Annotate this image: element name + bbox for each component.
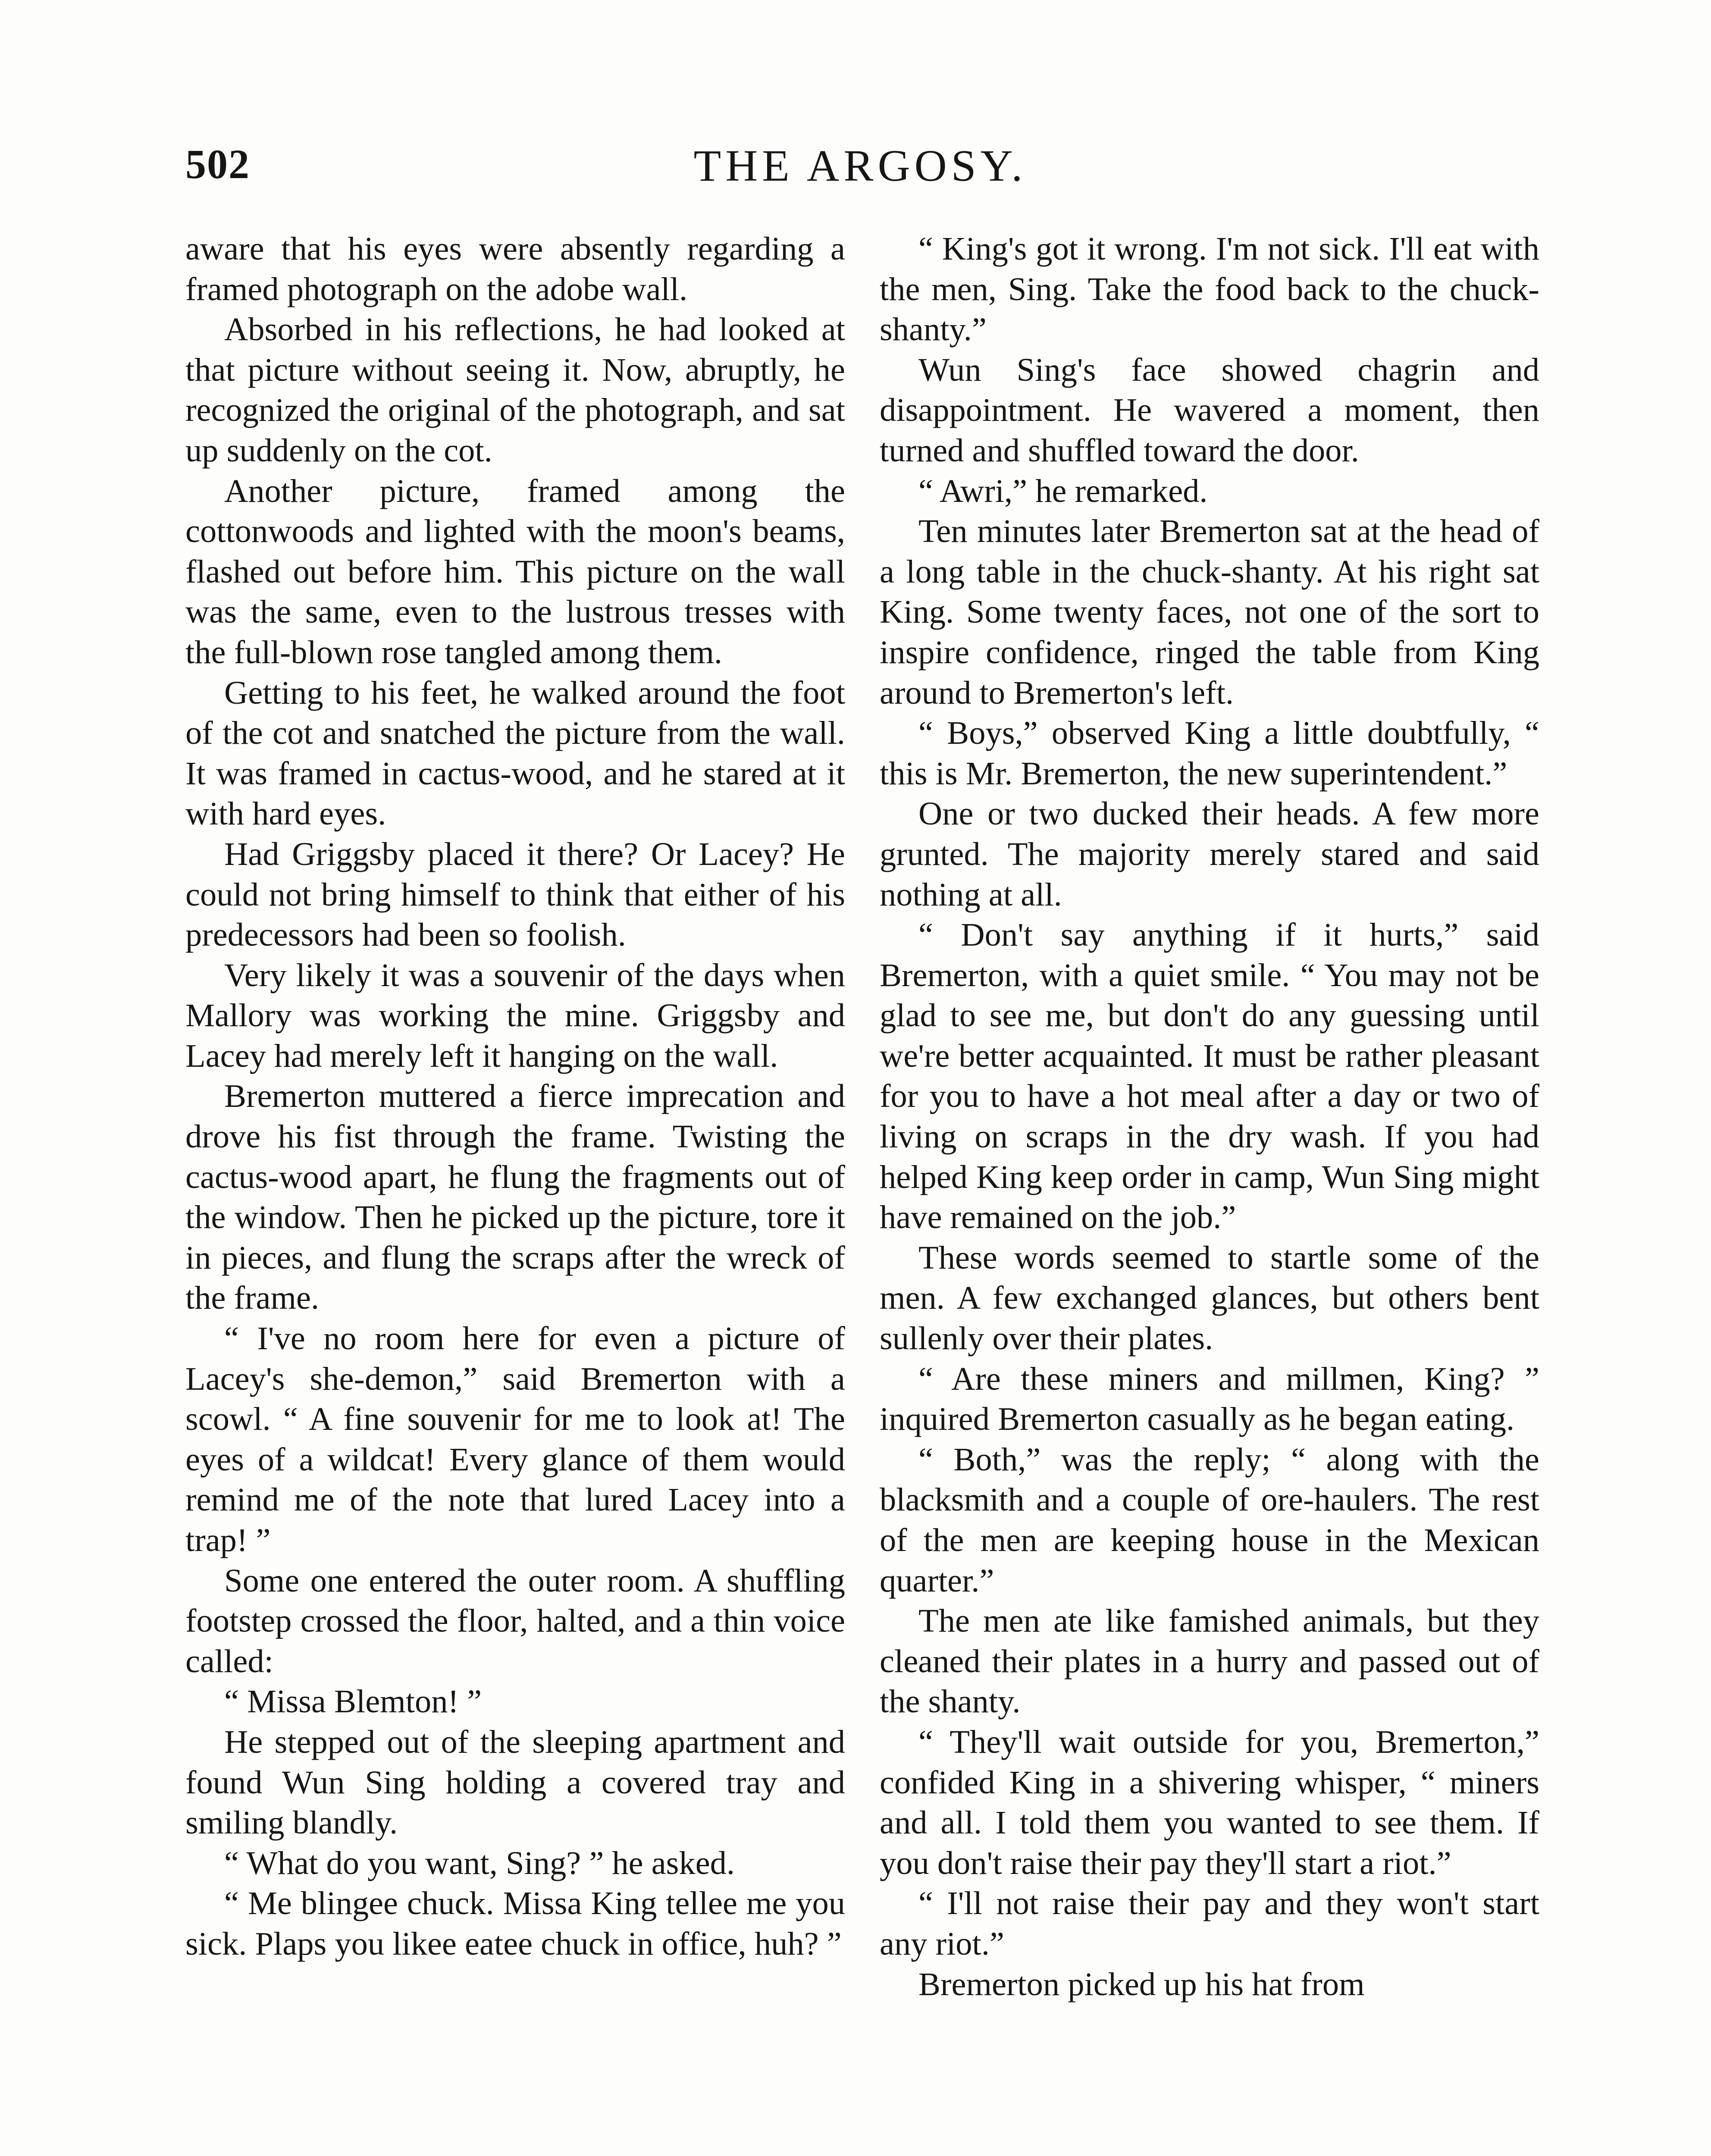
paragraph: “ They'll wait outside for you, Bremerton,” confided King in a shivering whisper, “ miners and all. I told them you wanted to see them. If you don't raise their pay they'll start a riot.” — [880, 1723, 1539, 1881]
paragraph: One or two ducked their heads. A few more grunted. The majority merely stared and said nothing at all. — [880, 795, 1539, 913]
paragraph: Bremerton picked up his hat from — [918, 1965, 1365, 2002]
paragraph: aware that his eyes were absently regarding a framed photograph on the adobe wall. — [185, 230, 845, 307]
page-number: 502 — [185, 141, 250, 187]
left-column — [185, 229, 845, 1964]
paragraph: “ King's got it wrong. I'm not sick. I'll eat with the men, Sing. Take the food back to the chuck-shanty.” — [880, 230, 1539, 348]
paragraph: “ Are these miners and millmen, King? ” inquired Bremerton casually as he began eating. — [880, 1360, 1539, 1438]
paragraph: Absorbed in his reflections, he had looked at that picture without seeing it. Now, abruptly, he recognized the original of the photograph, and sat up suddenly on the cot. — [185, 311, 845, 469]
paragraph: Some one entered the outer room. A shuffling footstep crossed the floor, halted, and a thin voice called: — [185, 1562, 845, 1680]
paragraph: “ Awri,” he remarked. — [918, 472, 1208, 509]
running-title: THE ARGOSY. — [693, 141, 1027, 191]
paragraph: Another picture, framed among the cottonwoods and lighted with the moon's beams, flashed out before him. This picture on the wall was the same, even to the lustrous tresses with the full-blown rose tangled among them. — [185, 472, 845, 671]
paragraph: He stepped out of the sleeping apartment and found Wun Sing holding a covered tray and smiling blandly. — [185, 1723, 845, 1841]
right-column — [880, 229, 1539, 2004]
paragraph: Wun Sing's face showed chagrin and disappointment. He wavered a moment, then turned and shuffled toward the door. — [880, 351, 1539, 469]
paragraph: “ Missa Blemton! ” — [224, 1683, 482, 1720]
paragraph: “ Me blingee chuck. Missa King tellee me you sick. Plaps you likee eatee chuck in office, huh? ” — [185, 1885, 845, 1962]
paragraph: Ten minutes later Bremerton sat at the head of a long table in the chuck-shanty. At his right sat King. Some twenty faces, not one of the sort to inspire confidence, ringed the table from King around to Bremerton's left. — [880, 513, 1539, 711]
paragraph: The men ate like famished animals, but they cleaned their plates in a hurry and passed out of the shanty. — [880, 1602, 1539, 1720]
paragraph: “ I'll not raise their pay and they won't start any riot.” — [880, 1885, 1539, 1962]
paragraph: “ Both,” was the reply; “ along with the blacksmith and a couple of ore-haulers. The rest of the men are keeping house in the Mexican quarter.” — [880, 1441, 1539, 1599]
paragraph: “ What do you want, Sing? ” he asked. — [224, 1844, 735, 1881]
paragraph: “ I've no room here for even a picture of Lacey's she-demon,” said Bremerton with a scowl. “ A fine souvenir for me to look at! The eyes of a wildcat! Every glance of them would remind me of the note that lured Lacey into a trap! ” — [185, 1320, 845, 1558]
paragraph: Very likely it was a souvenir of the days when Mallory was working the mine. Griggsby and Lacey had merely left it hanging on the wall. — [185, 956, 845, 1074]
paragraph: These words seemed to startle some of the men. A few exchanged glances, but others bent sullenly over their plates. — [880, 1239, 1539, 1357]
page-header — [185, 140, 1535, 201]
paragraph: Bremerton muttered a fierce imprecation and drove his fist through the frame. Twisting the cactus-wood apart, he flung the fragments out of the window. Then he picked up the picture, tore it in pieces, and flung the scraps after the wreck of the frame. — [185, 1078, 845, 1316]
paragraph: “ Don't say anything if it hurts,” said Bremerton, with a quiet smile. “ You may not be glad to see me, but don't do any guessing until we're better acquainted. It must be rather pleasant for you to have a hot meal after a day or two of living on scraps in the dry wash. If you had helped King keep order in camp, Wun Sing might have remained on the job.” — [880, 916, 1539, 1236]
paragraph: Had Griggsby placed it there? Or Lacey? He could not bring himself to think that either of his predecessors had been so foolish. — [185, 835, 845, 953]
paragraph: “ Boys,” observed King a little doubtfully, “ this is Mr. Bremerton, the new superintendent.” — [880, 714, 1539, 792]
paragraph: Getting to his feet, he walked around the foot of the cot and snatched the picture from the wall. It was framed in cactus-wood, and he stared at it with hard eyes. — [185, 674, 845, 832]
